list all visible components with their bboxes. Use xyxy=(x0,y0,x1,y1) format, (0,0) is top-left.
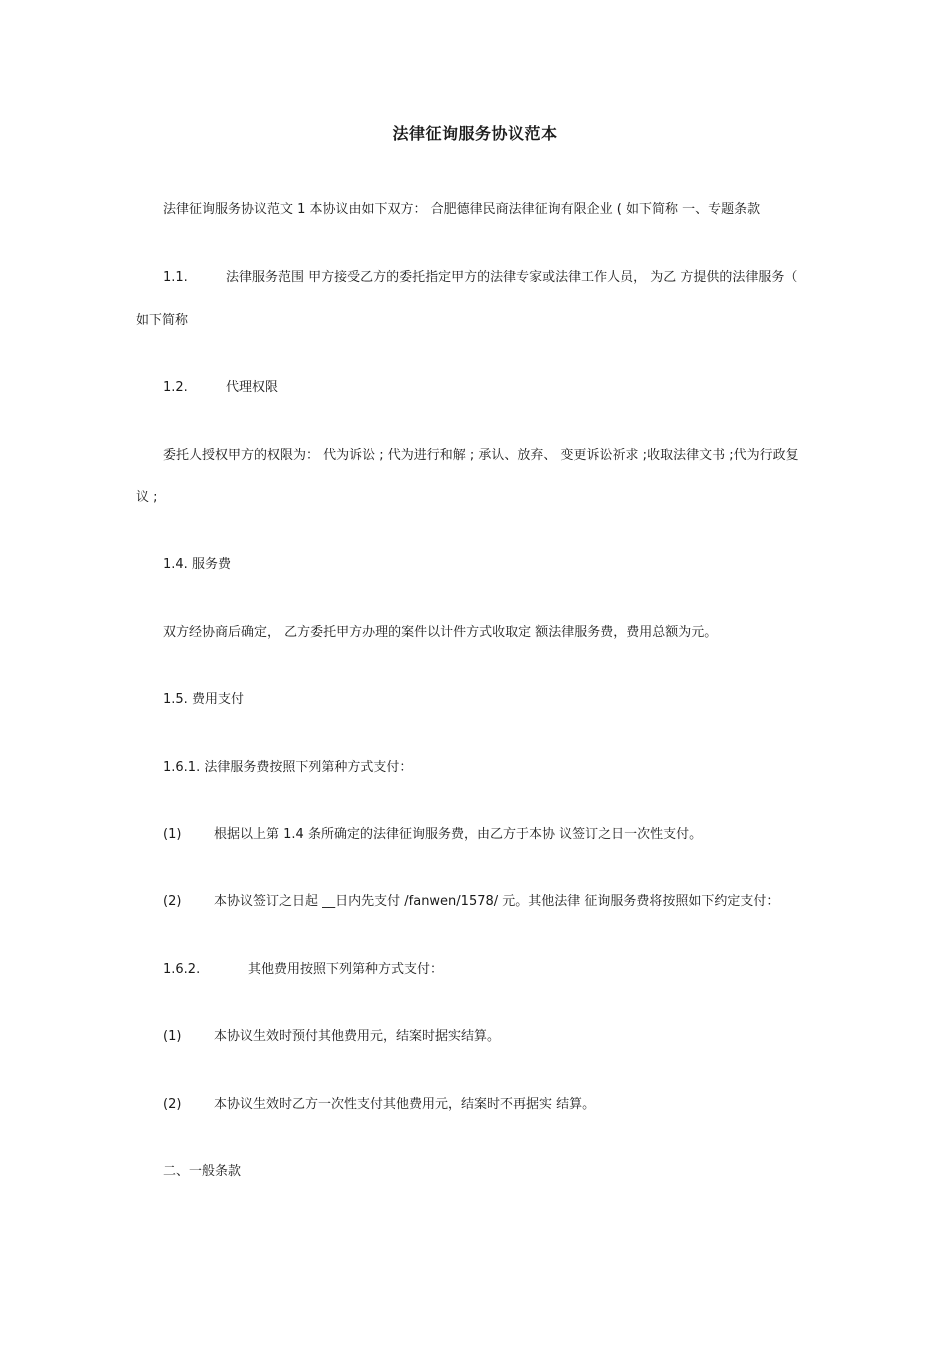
clause-1-1-number: 1.1. xyxy=(163,270,188,285)
other-fee-option-1-number: (1) xyxy=(163,1029,182,1044)
section-2-heading: 二、一般条款 xyxy=(163,1164,242,1179)
other-fee-option-2-text: 本协议生效时乙方一次性支付其他费用元，结案时不再据实 结算。 xyxy=(214,1097,596,1112)
clause-1-1-text: 法律服务范围 甲方接受乙方的委托指定甲方的法律专家或法律工作人员， 为乙 方提供的法律服务（ xyxy=(226,270,798,285)
clause-1-5-heading: 1.5. 费用支付 xyxy=(163,692,244,707)
authority-continuation: 议 ; xyxy=(136,490,158,505)
other-fee-option-2-number: (2) xyxy=(163,1097,182,1112)
clause-1-4-heading: 1.4. 服务费 xyxy=(163,557,231,572)
authority-paragraph: 委托人授权甲方的权限为： 代为诉讼 ; 代为进行和解 ; 承认、放弃、 变更诉讼祈求 ;收取法律文书 ;代为行政复 xyxy=(163,448,799,463)
clause-1-6-2-heading: 其他费用按照下列第种方式支付： xyxy=(248,962,444,977)
payment-option-2-number: (2) xyxy=(163,894,182,909)
page-title: 法律征询服务协议范本 xyxy=(392,124,558,143)
payment-option-1-number: (1) xyxy=(163,827,182,842)
clause-1-1-continuation: 如下简称 xyxy=(136,313,189,328)
other-fee-option-1-text: 本协议生效时预付其他费用元，结案时据实结算。 xyxy=(214,1029,501,1044)
payment-option-2-text: 本协议签订之日起 __日内先支付 /fanwen/1578/ 元。其他法律 征询服务费将按照如下约定支付： xyxy=(214,894,780,909)
intro-paragraph: 法律征询服务协议范文 1 本协议由如下双方： 合肥德律民商法律征询有限企业 ( 如下简称 一、专题条款 xyxy=(163,202,761,217)
clause-1-6-2-number: 1.6.2. xyxy=(163,962,201,977)
payment-option-1-text: 根据以上第 1.4 条所确定的法律征询服务费，由乙方于本协 议签订之日一次性支付。 xyxy=(214,827,703,842)
fee-paragraph: 双方经协商后确定， 乙方委托甲方办理的案件以计件方式收取定 额法律服务费，费用总额为元。 xyxy=(163,625,718,640)
clause-1-2-number: 1.2. xyxy=(163,380,188,395)
clause-1-6-1-heading: 1.6.1. 法律服务费按照下列第种方式支付： xyxy=(163,760,413,775)
clause-1-2-heading: 代理权限 xyxy=(226,380,279,395)
